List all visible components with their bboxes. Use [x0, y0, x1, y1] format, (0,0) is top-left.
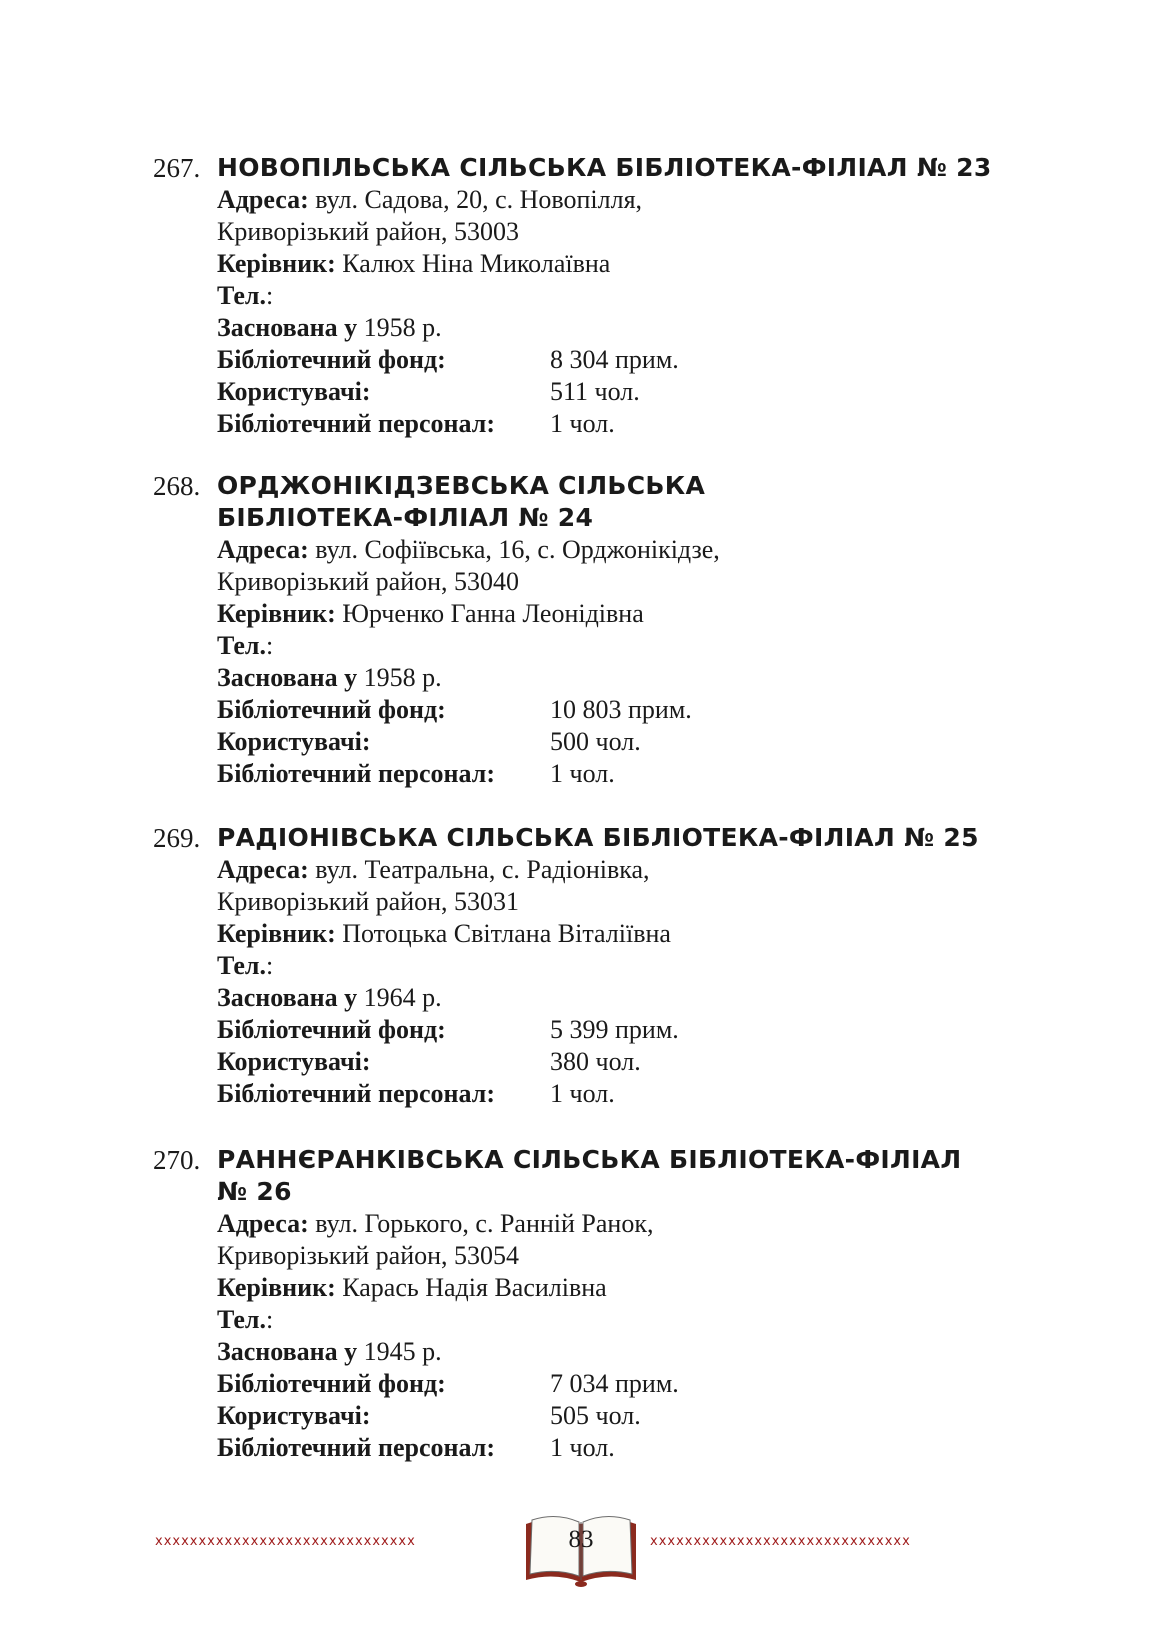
fund-row — [217, 344, 1053, 376]
address-value: вул. Садова, 20, с. Новопілля, — [308, 185, 643, 214]
users-value: 511 чол. — [550, 377, 640, 406]
staff-value: 1 чол. — [550, 759, 615, 788]
ornament-border-right: xxxxxxxxxxxxxxxxxxxxxxxxxxxxxx — [650, 1534, 911, 1549]
address-value: вул. Горького, с. Ранній Ранок, — [308, 1209, 654, 1238]
fund-value: 5 399 прим. — [550, 1015, 679, 1044]
users-label: Користувачі: — [217, 377, 371, 406]
address-label: Адреса: — [217, 535, 309, 564]
staff-row — [217, 1432, 1053, 1464]
address-label: Адреса: — [217, 185, 309, 214]
founded-value: 1958 р. — [357, 313, 442, 342]
entry-title-line: ОРДЖОНІКІДЗЕВСЬКА СІЛЬСЬКА — [217, 471, 706, 500]
founded-line — [217, 1336, 1053, 1368]
users-value: 505 чол. — [550, 1401, 641, 1430]
users-label: Користувачі: — [217, 1401, 371, 1430]
address-line — [217, 184, 1053, 216]
entry-title-line: № 26 — [217, 1177, 292, 1206]
users-value: 380 чол. — [550, 1047, 641, 1076]
address-line — [217, 534, 1053, 566]
head-label: Керівник: — [217, 919, 336, 948]
phone-value: : — [265, 631, 274, 660]
phone-label: Тел. — [217, 951, 266, 980]
head-value: Калюх Ніна Миколаївна — [335, 249, 611, 278]
entry-title-line: НОВОПІЛЬСЬКА СІЛЬСЬКА БІБЛІОТЕКА-ФІЛІАЛ № 23 — [217, 153, 992, 182]
users-label: Користувачі: — [217, 727, 371, 756]
entry-number: 267. — [153, 153, 201, 183]
head-line — [217, 918, 1053, 950]
head-line — [217, 248, 1053, 280]
library-entry — [153, 822, 1053, 1110]
founded-line — [217, 662, 1053, 694]
address-district: Криворізький район, 53040 — [217, 567, 520, 596]
staff-label: Бібліотечний персонал: — [217, 1079, 495, 1108]
fund-row — [217, 694, 1053, 726]
head-value: Юрченко Ганна Леонідівна — [335, 599, 644, 628]
users-row — [217, 726, 1053, 758]
address-value: вул. Софіївська, 16, с. Орджонікідзе, — [308, 535, 720, 564]
address-district: Криворізький район, 53031 — [217, 887, 520, 916]
fund-value: 8 304 прим. — [550, 345, 679, 374]
phone-line — [217, 280, 1053, 312]
phone-line — [217, 630, 1053, 662]
staff-value: 1 чол. — [550, 1079, 615, 1108]
phone-value: : — [265, 951, 274, 980]
ornament-border-left: xxxxxxxxxxxxxxxxxxxxxxxxxxxxxx — [155, 1534, 416, 1549]
entry-title-line: БІБЛІОТЕКА-ФІЛІАЛ № 24 — [217, 503, 594, 532]
founded-line — [217, 312, 1053, 344]
founded-value: 1964 р. — [357, 983, 442, 1012]
fund-label: Бібліотечний фонд: — [217, 345, 446, 374]
users-row — [217, 1400, 1053, 1432]
staff-label: Бібліотечний персонал: — [217, 1433, 495, 1462]
address-label: Адреса: — [217, 855, 309, 884]
users-label: Користувачі: — [217, 1047, 371, 1076]
founded-label: Заснована у — [217, 663, 358, 692]
phone-label: Тел. — [217, 1305, 266, 1334]
users-row — [217, 376, 1053, 408]
page-number: 83 — [568, 1526, 594, 1553]
fund-row — [217, 1368, 1053, 1400]
fund-value: 7 034 прим. — [550, 1369, 679, 1398]
head-label: Керівник: — [217, 599, 336, 628]
address-district: Криворізький район, 53003 — [217, 217, 520, 246]
head-value: Потоцька Світлана Віталіївна — [335, 919, 671, 948]
fund-label: Бібліотечний фонд: — [217, 1369, 446, 1398]
address-line — [217, 854, 1053, 886]
entry-number: 269. — [153, 823, 201, 853]
phone-label: Тел. — [217, 631, 266, 660]
staff-row — [217, 1078, 1053, 1110]
staff-row — [217, 408, 1053, 440]
staff-row — [217, 758, 1053, 790]
fund-label: Бібліотечний фонд: — [217, 695, 446, 724]
fund-label: Бібліотечний фонд: — [217, 1015, 446, 1044]
address-district: Криворізький район, 53054 — [217, 1241, 520, 1270]
staff-value: 1 чол. — [550, 409, 615, 438]
library-entry — [153, 1144, 1053, 1464]
fund-row — [217, 1014, 1053, 1046]
head-label: Керівник: — [217, 1273, 336, 1302]
founded-value: 1945 р. — [357, 1337, 442, 1366]
phone-label: Тел. — [217, 281, 266, 310]
address-value: вул. Театральна, с. Радіонівка, — [308, 855, 650, 884]
users-value: 500 чол. — [550, 727, 641, 756]
users-row — [217, 1046, 1053, 1078]
library-entry — [153, 152, 1053, 440]
address-line — [217, 1208, 1053, 1240]
phone-line — [217, 1304, 1053, 1336]
fund-value: 10 803 прим. — [550, 695, 692, 724]
entry-number: 270. — [153, 1145, 201, 1175]
phone-value: : — [265, 1305, 274, 1334]
founded-label: Заснована у — [217, 1337, 358, 1366]
library-entry — [153, 470, 1053, 790]
phone-line — [217, 950, 1053, 982]
founded-label: Заснована у — [217, 313, 358, 342]
staff-label: Бібліотечний персонал: — [217, 759, 495, 788]
head-value: Карась Надія Василівна — [335, 1273, 607, 1302]
head-line — [217, 598, 1053, 630]
founded-label: Заснована у — [217, 983, 358, 1012]
founded-line — [217, 982, 1053, 1014]
head-label: Керівник: — [217, 249, 336, 278]
page-footer — [0, 1510, 1164, 1600]
head-line — [217, 1272, 1053, 1304]
staff-label: Бібліотечний персонал: — [217, 409, 495, 438]
entry-number: 268. — [153, 471, 201, 501]
founded-value: 1958 р. — [357, 663, 442, 692]
entry-title-line: РАННЄРАНКІВСЬКА СІЛЬСЬКА БІБЛІОТЕКА-ФІЛІАЛ — [217, 1145, 962, 1174]
phone-value: : — [265, 281, 274, 310]
staff-value: 1 чол. — [550, 1433, 615, 1462]
address-label: Адреса: — [217, 1209, 309, 1238]
entry-title-line: РАДІОНІВСЬКА СІЛЬСЬКА БІБЛІОТЕКА-ФІЛІАЛ № 25 — [217, 823, 979, 852]
